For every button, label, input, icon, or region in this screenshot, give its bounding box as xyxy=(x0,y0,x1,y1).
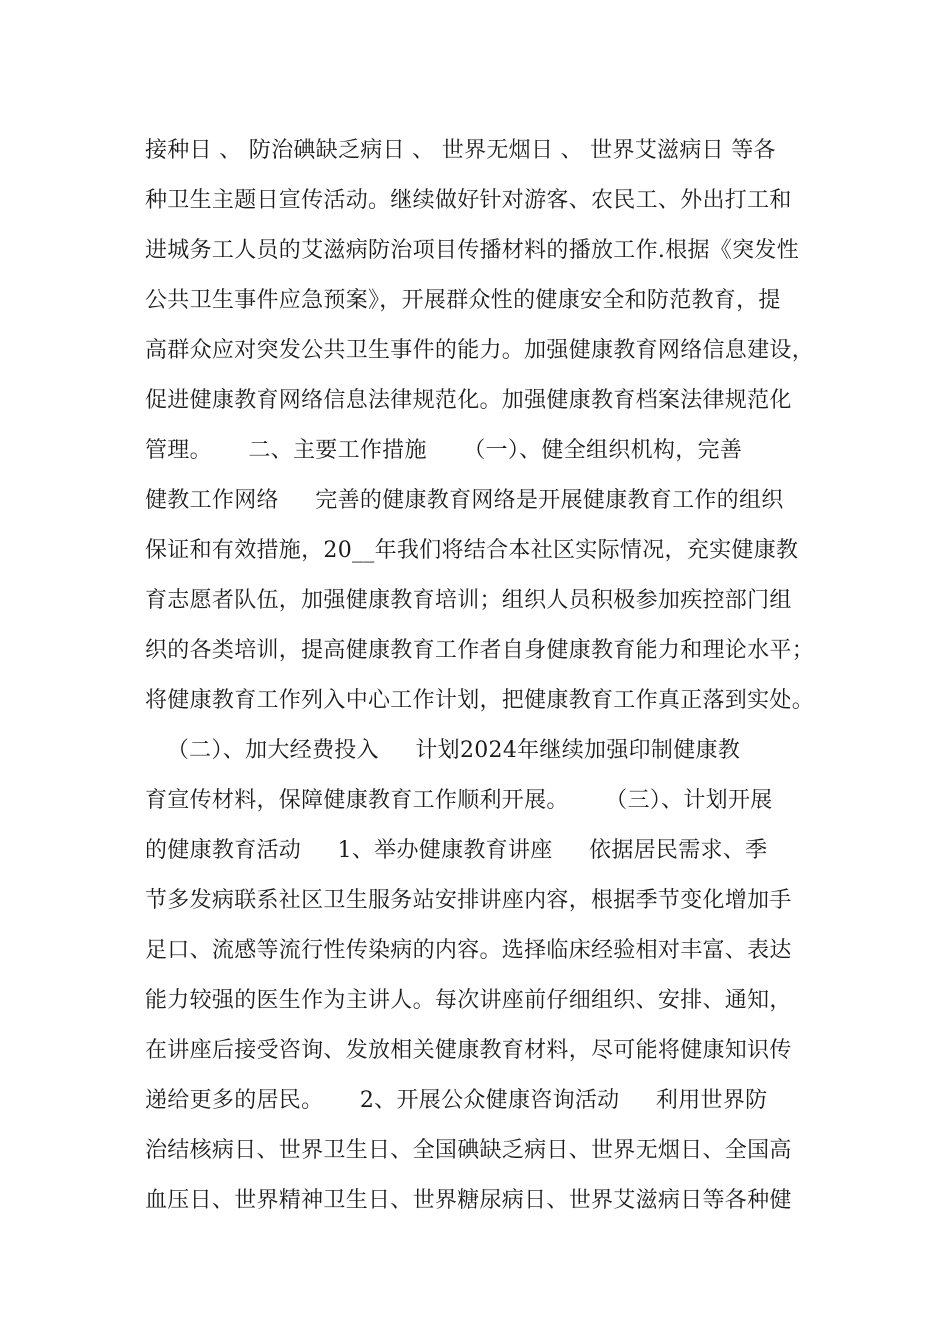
text-line: 血压日、世界精神卫生日、世界糖尿病日、世界艾滋病日等各种健 xyxy=(145,1188,792,1213)
text-line: 的健康教育活动 1、举办健康教育讲座 依据居民需求、季 xyxy=(145,838,768,863)
text-line: 种卫生主题日宣传活动。继续做好针对游客、农民工、外出打工和 xyxy=(145,188,792,213)
text-line: 进城务工人员的艾滋病防治项目传播材料的播放工作.根据《突发性 xyxy=(145,238,799,263)
text-line: 节多发病联系社区卫生服务站安排讲座内容，根据季节变化增加手 xyxy=(145,888,792,913)
text-line: 足口、流感等流行性传染病的内容。选择临床经验相对丰富、表达 xyxy=(145,938,792,963)
text-line: 将健康教育工作列入中心工作计划，把健康教育工作真正落到实处。 xyxy=(145,688,815,713)
text-line: 公共卫生事件应急预案》，开展群众性的健康安全和防范教育，提 xyxy=(145,288,781,313)
text-line: 育志愿者队伍，加强健康教育培训；组织人员积极参加疾控部门组 xyxy=(145,588,792,613)
text-line: 保证和有效措施，20__年我们将结合本社区实际情况，充实健康教 xyxy=(145,538,799,563)
text-line: 高群众应对突发公共卫生事件的能力。加强健康教育网络信息建设， xyxy=(145,338,815,363)
text-line: 管理。 二、主要工作措施 （一）、健全组织机构，完善 xyxy=(145,438,743,463)
text-line: 健教工作网络 完善的健康教育网络是开展健康教育工作的组织 xyxy=(145,488,784,513)
text-line: 织的各类培训，提高健康教育工作者自身健康教育能力和理论水平； xyxy=(145,638,815,663)
text-line: 在讲座后接受咨询、发放相关健康教育材料，尽可能将健康知识传 xyxy=(145,1038,792,1063)
text-line: 接种日 、 防治碘缺乏病日 、 世界无烟日 、 世界艾滋病日 等各 xyxy=(145,138,776,163)
text-line: 促进健康教育网络信息法律规范化。加强健康教育档案法律规范化 xyxy=(145,388,792,413)
text-line: 递给更多的居民。 2、开展公众健康咨询活动 利用世界防 xyxy=(145,1088,768,1113)
text-line: 能力较强的医生作为主讲人。每次讲座前仔细组织、安排、通知， xyxy=(145,988,792,1013)
text-line: 育宣传材料，保障健康教育工作顺利开展。 （三）、计划开展 xyxy=(145,788,773,813)
text-line: 治结核病日、世界卫生日、全国碘缺乏病日、世界无烟日、全国高 xyxy=(145,1138,792,1163)
text-line: （二）、加大经费投入 计划2024年继续加强印制健康教 xyxy=(145,738,741,763)
